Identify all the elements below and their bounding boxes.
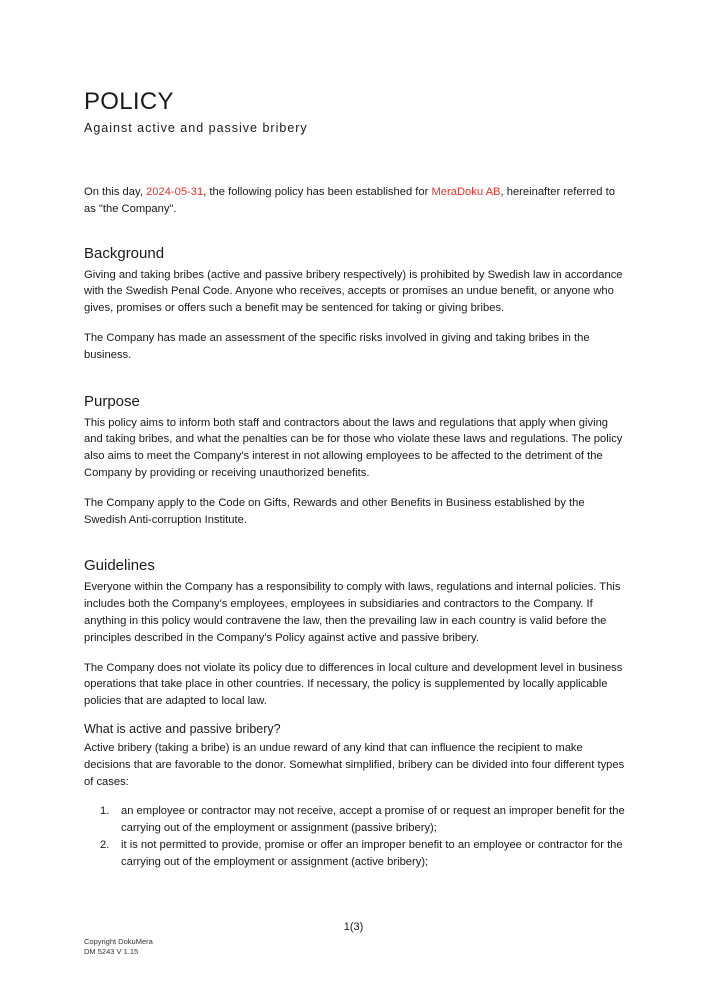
list-item-number: 1. — [100, 805, 110, 818]
intro-text-2: , the following policy has been established for — [203, 186, 432, 198]
bribery-cases-list — [84, 803, 629, 870]
footer-version: DM 5243 V 1.15 — [84, 947, 139, 956]
intro-paragraph — [84, 184, 629, 218]
intro-text-3: , hereinafter referred to as "the Company". — [84, 186, 615, 215]
page-number: 1(3) — [343, 921, 364, 933]
purpose-paragraph-2: The Company apply to the Code on Gifts, Rewards and other Benefits in Business established by the Swedish Anti-corruption Institute. — [84, 496, 585, 526]
document-title: POLICY — [84, 88, 174, 115]
guidelines-heading: Guidelines — [84, 557, 155, 575]
guidelines-paragraph-2: The Company does not violate its policy due to differences in local culture and development level in business operations that take place in other countries. If necessary, the policy is supplemented by locally applicable policies that are adapted to local law. — [84, 661, 623, 708]
intro-text-1: On this day, — [84, 186, 146, 198]
background-paragraph-2: The Company has made an assessment of the specific risks involved in giving and taking bribes in the business. — [84, 331, 590, 361]
footer — [84, 937, 153, 957]
bribery-subheading: What is active and passive bribery? — [84, 721, 281, 736]
background-heading: Background — [84, 244, 165, 262]
document-page — [84, 88, 629, 871]
list-item-number: 2. — [100, 838, 110, 851]
list-item-text: an employee or contractor may not receive, accept a promise of or request an improper benefit for the carrying out of the employment or assignment (passive bribery); — [121, 805, 625, 835]
list-item-text: it is not permitted to provide, promise or offer an improper benefit to an employee or contractor for the carrying out of the employment or assignment (active bribery); — [121, 838, 623, 868]
guidelines-paragraph-1: Everyone within the Company has a responsibility to comply with laws, regulations and internal policies. This includes both the Company's employees, employees in subsidiaries and contractors to the Company. If anything in this policy would contravene the law, then the prevailing law in each country is valid before the principles described in the Company's Policy against active and passive bribery. — [84, 581, 621, 644]
company-name: MeraDoku AB — [431, 186, 501, 198]
purpose-paragraph-1: This policy aims to inform both staff and contractors about the laws and regulations that apply when giving and taking bribes, and what the penalties can be for those who violate these laws and regulations. The policy also aims to meet the Company's interest in not allowing employees to be affected to the detriment of the Company by providing or receiving unauthorized benefits. — [84, 416, 623, 479]
policy-date: 2024-05-31 — [145, 186, 204, 198]
document-subtitle: Against active and passive bribery — [84, 121, 308, 135]
bribery-paragraph: Active bribery (taking a bribe) is an undue reward of any kind that can influence the recipient to make decisions that are favorable to the donor. Somewhat simplified, bribery can be divided into four different types of cases: — [84, 741, 625, 788]
background-paragraph-1: Giving and taking bribes (active and passive bribery respectively) is prohibited by Swedish law in accordance with the Swedish Penal Code. Anyone who receives, accepts or promises an undue benefit, or anyone who gives, promises or offers such a benefit may be sentenced for taking or giving bribes. — [84, 268, 623, 315]
list-item — [84, 837, 629, 871]
footer-copyright: Copyright DokuMera — [84, 937, 153, 946]
list-item — [84, 803, 629, 837]
purpose-heading: Purpose — [84, 392, 140, 410]
